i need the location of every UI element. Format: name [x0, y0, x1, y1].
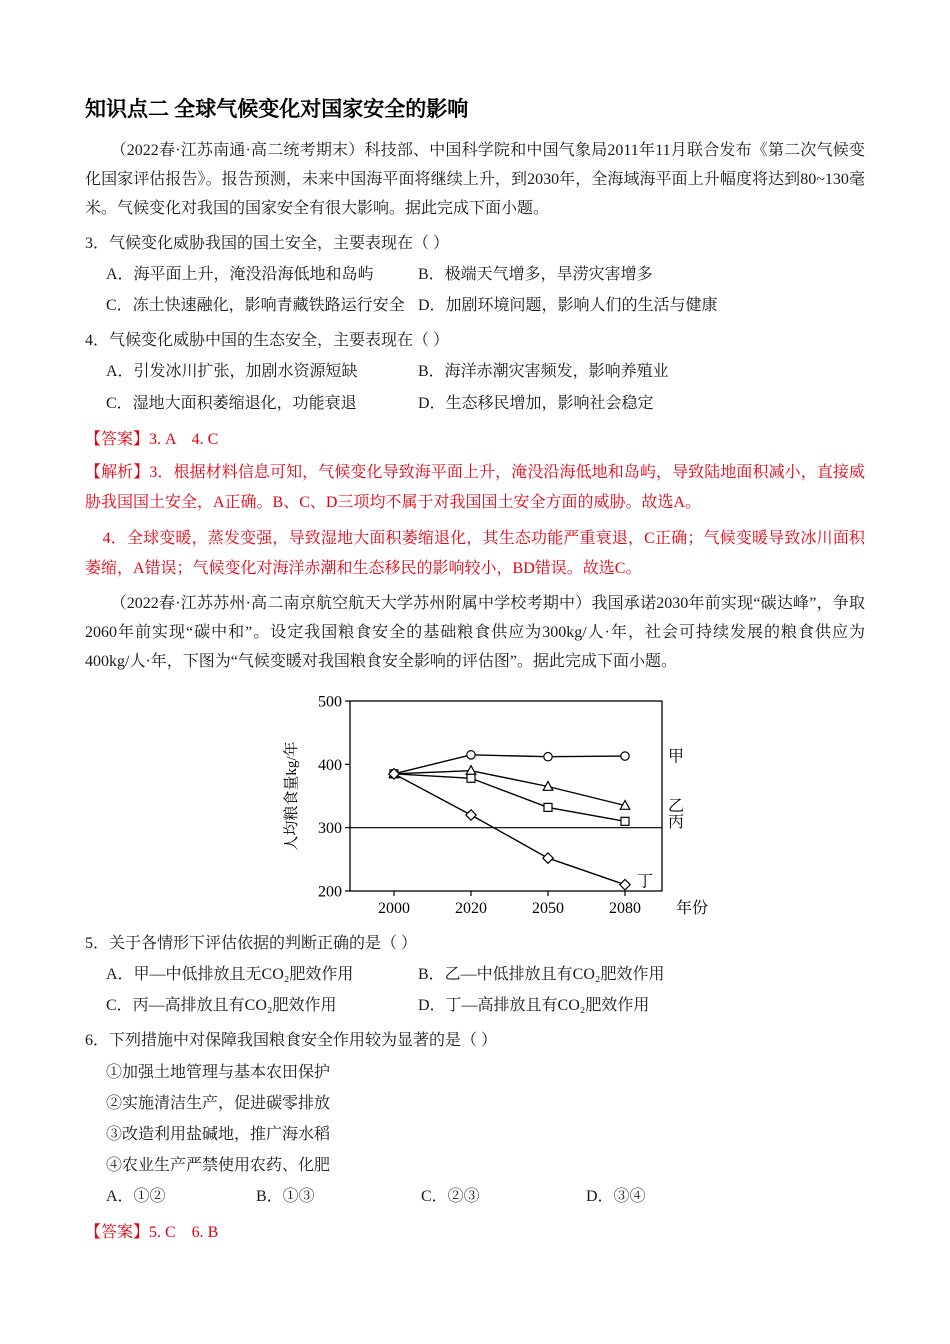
- question-3-option-d: D．加剧环境问题，影响人们的生活与健康: [418, 297, 718, 315]
- svg-text:2000: 2000: [378, 899, 410, 917]
- question-3-option-b: B．极端天气增多，旱涝灾害增多: [418, 265, 653, 283]
- question-3: [85, 228, 865, 322]
- question-6-stem: 6．下列措施中对保障我国粮食安全作用较为显著的是（ ）: [85, 1032, 498, 1050]
- svg-text:丁: 丁: [637, 873, 654, 891]
- section-heading: 知识点二 全球气候变化对国家安全的影响: [85, 97, 469, 121]
- svg-text:年份: 年份: [676, 899, 709, 917]
- passage-suzhou: （2022春·江苏苏州·高二南京航空航天大学苏州附属中学校考期中）我国承诺2030年前实现“碳达峰”，争取2060年前实现“碳中和”。设定我国粮食安全的基础粮食供应为300kg/人·年，社会可持续发展的粮食供应为400kg/人·年，下图为“气候变暖对我国粮食安全影响的评估图”。据此完成下面小题。: [85, 595, 865, 670]
- question-3-stem: 3．气候变化威胁我国的国土安全，主要表现在（ ）: [85, 234, 450, 252]
- question-4-option-a: A．引发冰川扩张，加剧水资源短缺: [106, 363, 358, 381]
- question-3-option-c: C．冻土快速融化，影响青藏铁路运行安全: [106, 297, 405, 315]
- svg-text:甲: 甲: [668, 748, 685, 766]
- question-6-option-a: A．①②: [106, 1188, 166, 1206]
- grain-security-chart-svg: [278, 687, 720, 919]
- svg-text:2020: 2020: [455, 899, 487, 917]
- question-5: [85, 928, 865, 1022]
- answer-line-5-6: 【答案】5. C 6. B: [85, 1224, 219, 1242]
- question-4-option-c: C．湿地大面积萎缩退化，功能衰退: [106, 394, 357, 412]
- analysis-question-4: 4．全球变暖，蒸发变强，导致湿地大面积萎缩退化，其生态功能严重衰退，C正确；气候变暖导致冰川面积萎缩，A错误；气候变化对海洋赤潮和生态移民的影响较小，BD错误。故选C。: [85, 530, 865, 577]
- question-6-item-4: ④农业生产严禁使用农药、化肥: [106, 1157, 331, 1175]
- question-6-option-c: C．②③: [421, 1188, 480, 1206]
- question-4-option-b: B．海洋赤潮灾害频发，影响养殖业: [418, 363, 669, 381]
- svg-text:丙: 丙: [668, 813, 685, 831]
- question-5-option-b: B．乙—中低排放且有CO₂肥效作用: [418, 965, 665, 983]
- question-4-options: [85, 356, 865, 418]
- svg-text:2050: 2050: [532, 899, 564, 917]
- question-6-option-d: D．③④: [586, 1188, 646, 1206]
- question-6-item-1: ①加强土地管理与基本农田保护: [106, 1063, 331, 1081]
- question-4-stem: 4．气候变化威胁中国的生态安全，主要表现在（ ）: [85, 332, 450, 350]
- question-6-item-2: ②实施清洁生产，促进碳零排放: [106, 1094, 331, 1112]
- question-5-option-d: D．丁—高排放且有CO₂肥效作用: [418, 997, 650, 1015]
- analysis-question-3: 【解析】3．根据材料信息可知，气候变化导致海平面上升，淹没沿海低地和岛屿，导致陆地面积减小，直接威胁我国国土安全，A正确。B、C、D三项均不属于对我国国土安全方面的威胁。故选A。: [85, 464, 865, 511]
- svg-text:400: 400: [318, 756, 342, 774]
- svg-text:200: 200: [318, 883, 342, 901]
- svg-text:300: 300: [318, 819, 342, 837]
- svg-text:2080: 2080: [609, 899, 641, 917]
- question-5-options: [85, 959, 865, 1021]
- question-4: [85, 325, 865, 419]
- svg-text:乙: 乙: [668, 797, 685, 815]
- question-5-option-c: C．丙—高排放且有CO₂肥效作用: [106, 997, 337, 1015]
- answer-line-3-4: 【答案】3. A 4. C: [85, 430, 219, 448]
- question-3-option-a: A．海平面上升，淹没沿海低地和岛屿: [106, 265, 374, 283]
- question-5-option-a: A．甲—中低排放且无CO₂肥效作用: [106, 965, 354, 983]
- question-6-item-3: ③改造利用盐碱地，推广海水稻: [106, 1125, 331, 1143]
- question-6-numbered-items: [85, 1057, 865, 1182]
- question-6-option-b: B．①③: [256, 1188, 315, 1206]
- question-3-options: [85, 259, 865, 321]
- passage-nantong: （2022春·江苏南通·高二统考期末）科技部、中国科学院和中国气象局2011年11月联合发布《第二次气候变化国家评估报告》。报告预测，未来中国海平面将继续上升，到2030年，全海域海平面上升幅度将达到80~130毫米。气候变化对我国的国家安全有很大影响。据此完成下面小题。: [85, 142, 865, 217]
- question-6-options: [85, 1181, 865, 1212]
- grain-security-chart: [278, 687, 865, 924]
- svg-text:500: 500: [318, 693, 342, 711]
- question-5-stem: 5．关于各情形下评估依据的判断正确的是（ ）: [85, 934, 418, 952]
- question-6: [85, 1025, 865, 1212]
- svg-text:人均粮食量kg/年: 人均粮食量kg/年: [284, 741, 300, 851]
- question-4-option-d: D．生态移民增加，影响社会稳定: [418, 394, 654, 412]
